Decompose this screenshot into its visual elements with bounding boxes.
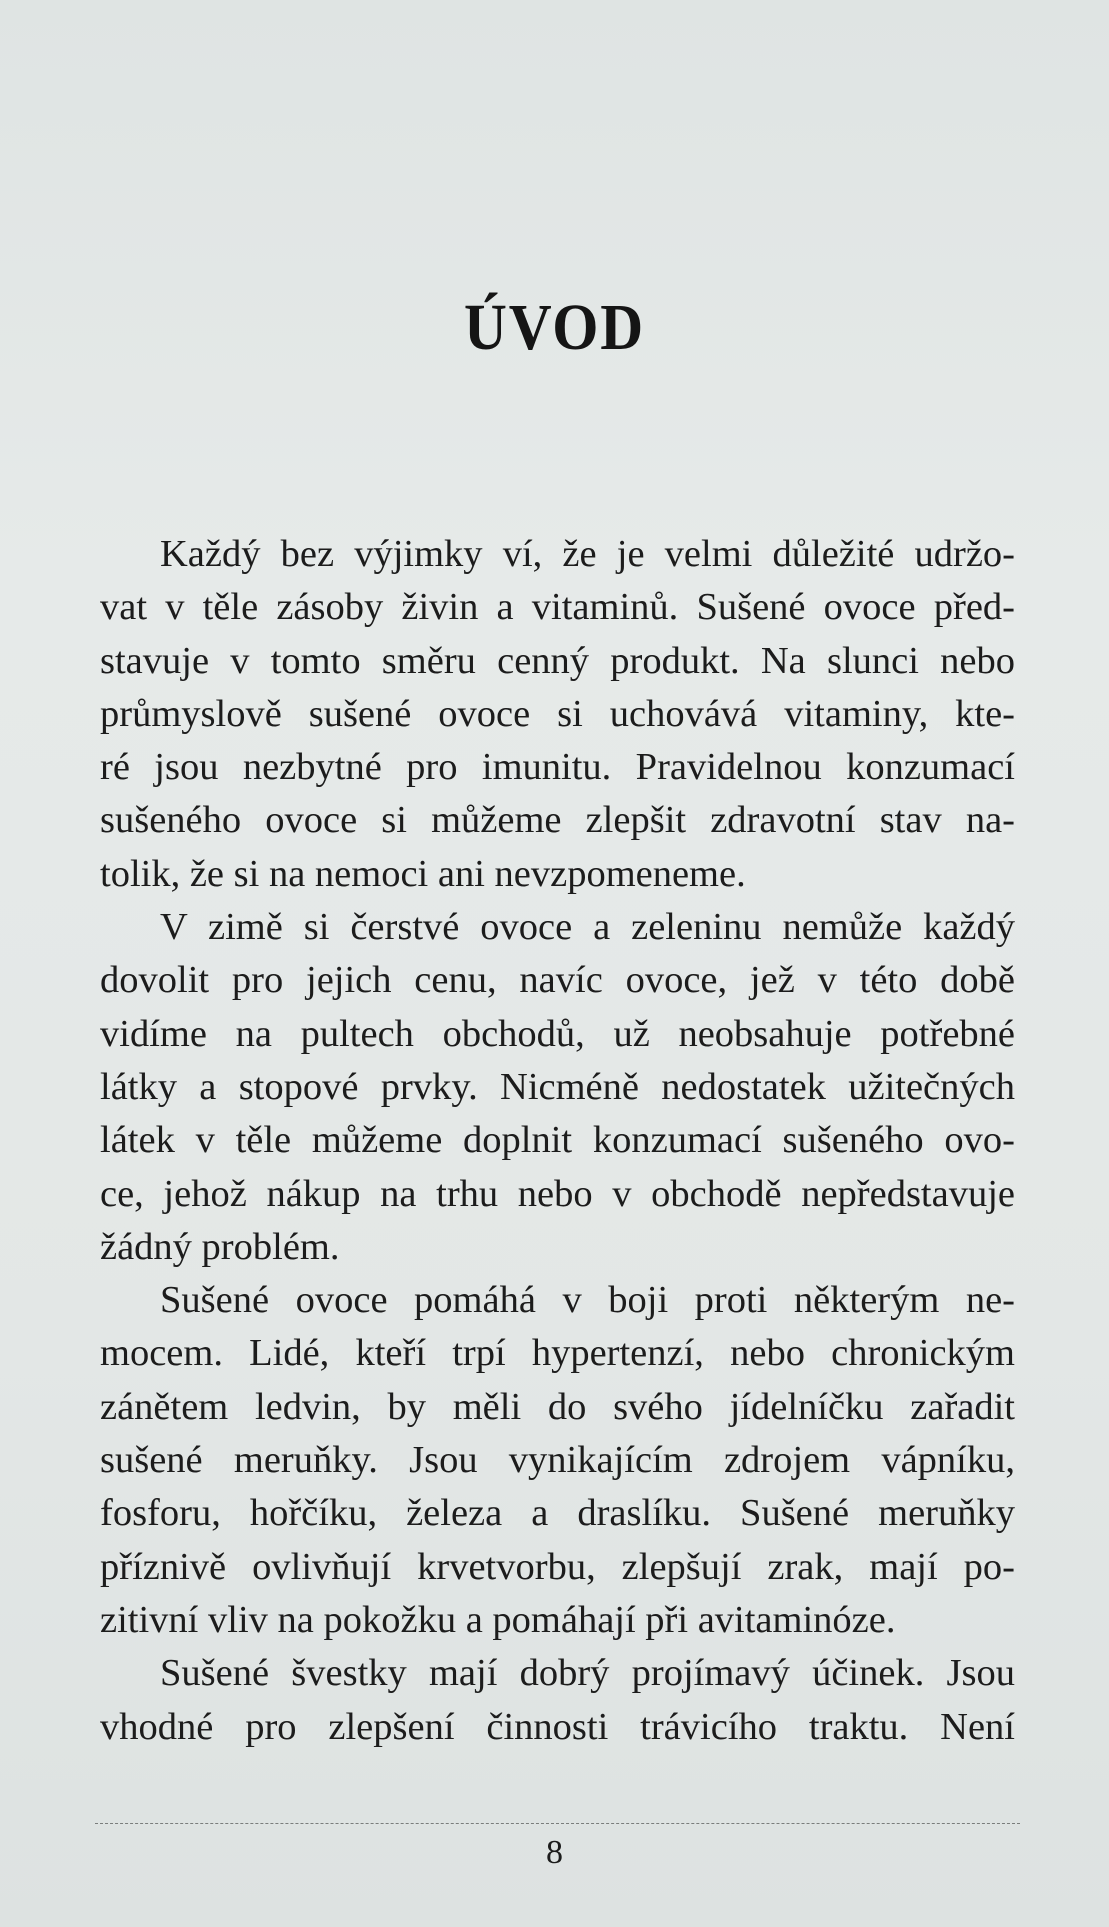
text-line: látek v těle můžeme doplnit konzumací sušeného ovo-	[100, 1119, 1015, 1162]
text-line: zitivní vliv na pokožku a pomáhají při avitaminóze.	[100, 1598, 896, 1641]
text-line: Sušené švestky mají dobrý projímavý účinek. Jsou	[160, 1652, 1015, 1695]
text-line: fosforu, hořčíku, železa a draslíku. Sušené meruňky	[100, 1492, 1015, 1535]
text-line: Sušené ovoce pomáhá v boji proti některým ne-	[160, 1279, 1015, 1322]
text-line: příznivě ovlivňují krvetvorbu, zlepšují zrak, mají po-	[100, 1545, 1015, 1588]
text-line: vhodné pro zlepšení činnosti trávicího traktu. Není	[100, 1705, 1015, 1748]
text-line: ré jsou nezbytné pro imunitu. Pravidelnou konzumací	[100, 746, 1015, 789]
text-line: ce, jehož nákup na trhu nebo v obchodě nepředstavuje	[100, 1172, 1015, 1215]
page-number: 8	[546, 1834, 563, 1871]
text-line: látky a stopové prvky. Nicméně nedostatek užitečných	[100, 1065, 1015, 1108]
text-line: V zimě si čerstvé ovoce a zeleninu nemůže každý	[160, 906, 1015, 949]
footer-divider	[95, 1823, 1020, 1824]
text-line: mocem. Lidé, kteří trpí hypertenzí, nebo chronickým	[100, 1332, 1015, 1375]
text-line: tolik, že si na nemoci ani nevzpomeneme.	[100, 852, 746, 895]
text-line: zánětem ledvin, by měli do svého jídelníčku zařadit	[100, 1385, 1015, 1428]
text-line: vat v těle zásoby živin a vitaminů. Sušené ovoce před-	[100, 586, 1015, 629]
text-line: stavuje v tomto směru cenný produkt. Na slunci nebo	[100, 639, 1015, 682]
text-line: dovolit pro jejich cenu, navíc ovoce, jež v této době	[100, 959, 1015, 1002]
text-line: vidíme na pultech obchodů, už neobsahuje potřebné	[100, 1012, 1015, 1055]
text-line: sušeného ovoce si můžeme zlepšit zdravotní stav na-	[100, 799, 1015, 842]
body-text	[100, 528, 1015, 1754]
text-line: průmyslově sušené ovoce si uchovává vitaminy, kte-	[100, 692, 1015, 735]
chapter-title: ÚVOD	[464, 291, 645, 364]
text-line: Každý bez výjimky ví, že je velmi důležité udržo-	[160, 533, 1015, 575]
text-line: sušené meruňky. Jsou vynikajícím zdrojem vápníku,	[100, 1439, 1015, 1482]
text-line: žádný problém.	[100, 1225, 340, 1268]
